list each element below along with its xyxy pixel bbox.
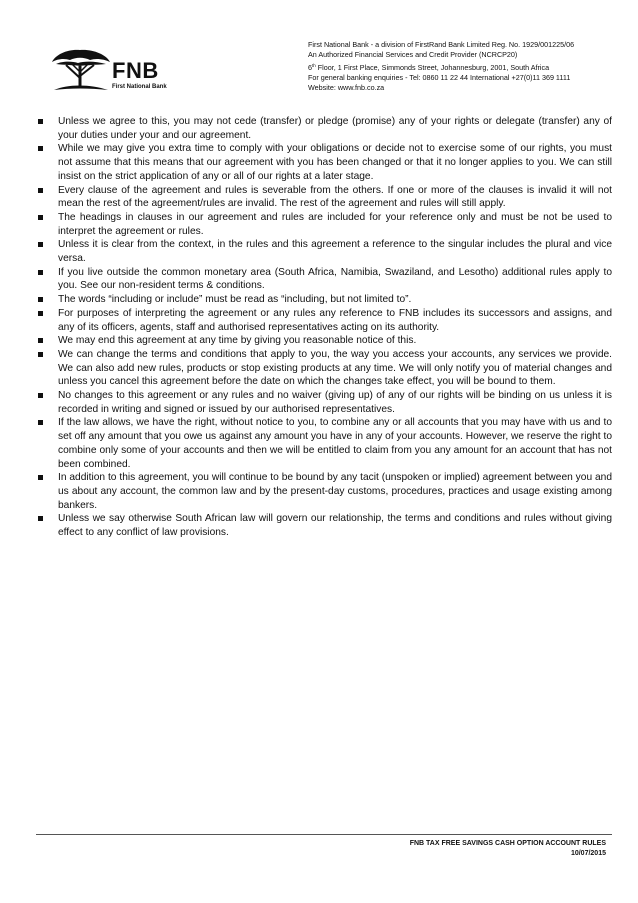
bullet-square-icon [38,188,43,193]
page-footer [410,839,606,859]
logo-wordmark: FNB [112,58,159,83]
rule-item [36,416,612,471]
rule-text: For purposes of interpreting the agreement or any rules any reference to FNB includes its successors and assigns, and any of its officers, agents, staff and authorised representatives acting on its authority. [58,307,612,333]
bullet-square-icon [38,297,43,302]
bullet-square-icon [38,516,43,521]
rule-text: Every clause of the agreement and rules is severable from the others. If one or more of the clauses is invalid it will not mean the rest of the agreement/rules are invalid. The rest of the agreement and rules will still apply. [58,184,612,210]
rule-item [36,266,612,293]
bank-details [308,40,608,93]
rule-item [36,293,612,307]
acacia-tree-icon [50,44,112,94]
bullet-square-icon [38,352,43,357]
rule-item [36,334,612,348]
rule-text: If the law allows, we have the right, without notice to you, to combine any or all accounts that you may have with us and to set off any amount that you owe us against any amount you have in any of your accounts. However, we reserve the right to combine only some of your accounts and then we will be entitled to claim from you any amount for an account that has not been combined. [58,417,612,470]
bullet-square-icon [38,146,43,151]
bullet-square-icon [38,475,43,480]
bullet-square-icon [38,215,43,220]
footer-date: 10/07/2015 [570,850,606,857]
bullet-square-icon [38,338,43,343]
rule-item [36,512,612,539]
rule-text: Unless we agree to this, you may not cede (transfer) or pledge (promise) any of your rights or delegate (transfer) any of your duties under your and our agreement. [58,116,612,141]
rule-text: We can change the terms and conditions that apply to you, the way you access your accounts, any services we provide. We can also add new rules, products or stop existing products at any time. We will only notify you of material changes and unless you cancel this agreement before the date on which the changes take effect, you will be bound to them. [58,348,612,388]
rule-item [36,238,612,265]
bullet-square-icon [38,311,43,316]
rule-text: While we may give you extra time to comply with your obligations or decide not to exercise some of our rights, you must not assume that this means that our agreement with you has been changed or that it no longer applies to you. We can still insist on the strict application of any or all of our rights at a later stage. [58,143,612,182]
rule-text: In addition to this agreement, you will continue to be bound by any tacit (unspoken or implied) agreement between you and us about any account, the common law and by the present-day customs, procedures, practices and usage existing among bankers. [58,472,612,511]
rule-text: The words “including or include” must be read as “including, but not limited to”. [58,294,412,306]
rule-text: Unless it is clear from the context, in the rules and this agreement a reference to the singular includes the plural and vice versa. [58,239,612,265]
bank-address-line [308,61,608,73]
rule-item [36,471,612,512]
rule-text: No changes to this agreement or any rules and no waiver (giving up) of any of our rights will be binding on us unless it is recorded in writing and signed or issued by our authorised representatives. [58,390,612,415]
floor-suffix: th [312,62,316,68]
bullet-square-icon [38,242,43,247]
footer-divider [36,834,612,835]
rule-text: Unless we say otherwise South African law will govern our relationship, the terms and conditions and rules without giving effect to any conflict of law provisions. [58,513,612,539]
logo-subtitle: First National Bank [112,84,167,90]
rule-text: We may end this agreement at any time by giving you reasonable notice of this. [58,335,417,347]
fnb-logo [50,44,190,104]
rule-item [36,389,612,416]
floor-number: 6 [308,62,312,72]
address-text: Floor, 1 First Place, Simmonds Street, Johannesburg, 2001, South Africa [317,62,550,72]
rule-text: If you live outside the common monetary area (South Africa, Namibia, Swaziland, and Lesotho) additional rules apply to you. See our non-resident terms & conditions. [58,266,612,292]
bullet-square-icon [38,270,43,275]
bank-enquiries-line: For general banking enquiries - Tel: 0860 11 22 44 International +27(0)11 369 1111 [308,72,571,82]
footer-document-title: FNB TAX FREE SAVINGS CASH OPTION ACCOUNT RULES [409,840,606,847]
rules-list [36,115,612,540]
bullet-square-icon [38,393,43,398]
rule-item [36,307,612,334]
bank-website-line: Website: www.fnb.co.za [308,83,385,93]
bullet-square-icon [38,119,43,124]
rule-item [36,211,612,238]
bullet-square-icon [38,420,43,425]
rule-item [36,348,612,389]
bank-fsp-line: An Authorized Financial Services and Credit Provider (NCRCP20) [308,50,518,60]
rule-item [36,115,612,142]
rules-body [36,115,612,540]
bank-registration-line: First National Bank - a division of FirstRand Bank Limited Reg. No. 1929/001225/06 [308,40,575,49]
rule-item [36,184,612,211]
rule-item [36,142,612,183]
rule-text: The headings in clauses in our agreement and rules are included for your reference only and must be not be used to interpret the agreement or rules. [58,211,612,237]
